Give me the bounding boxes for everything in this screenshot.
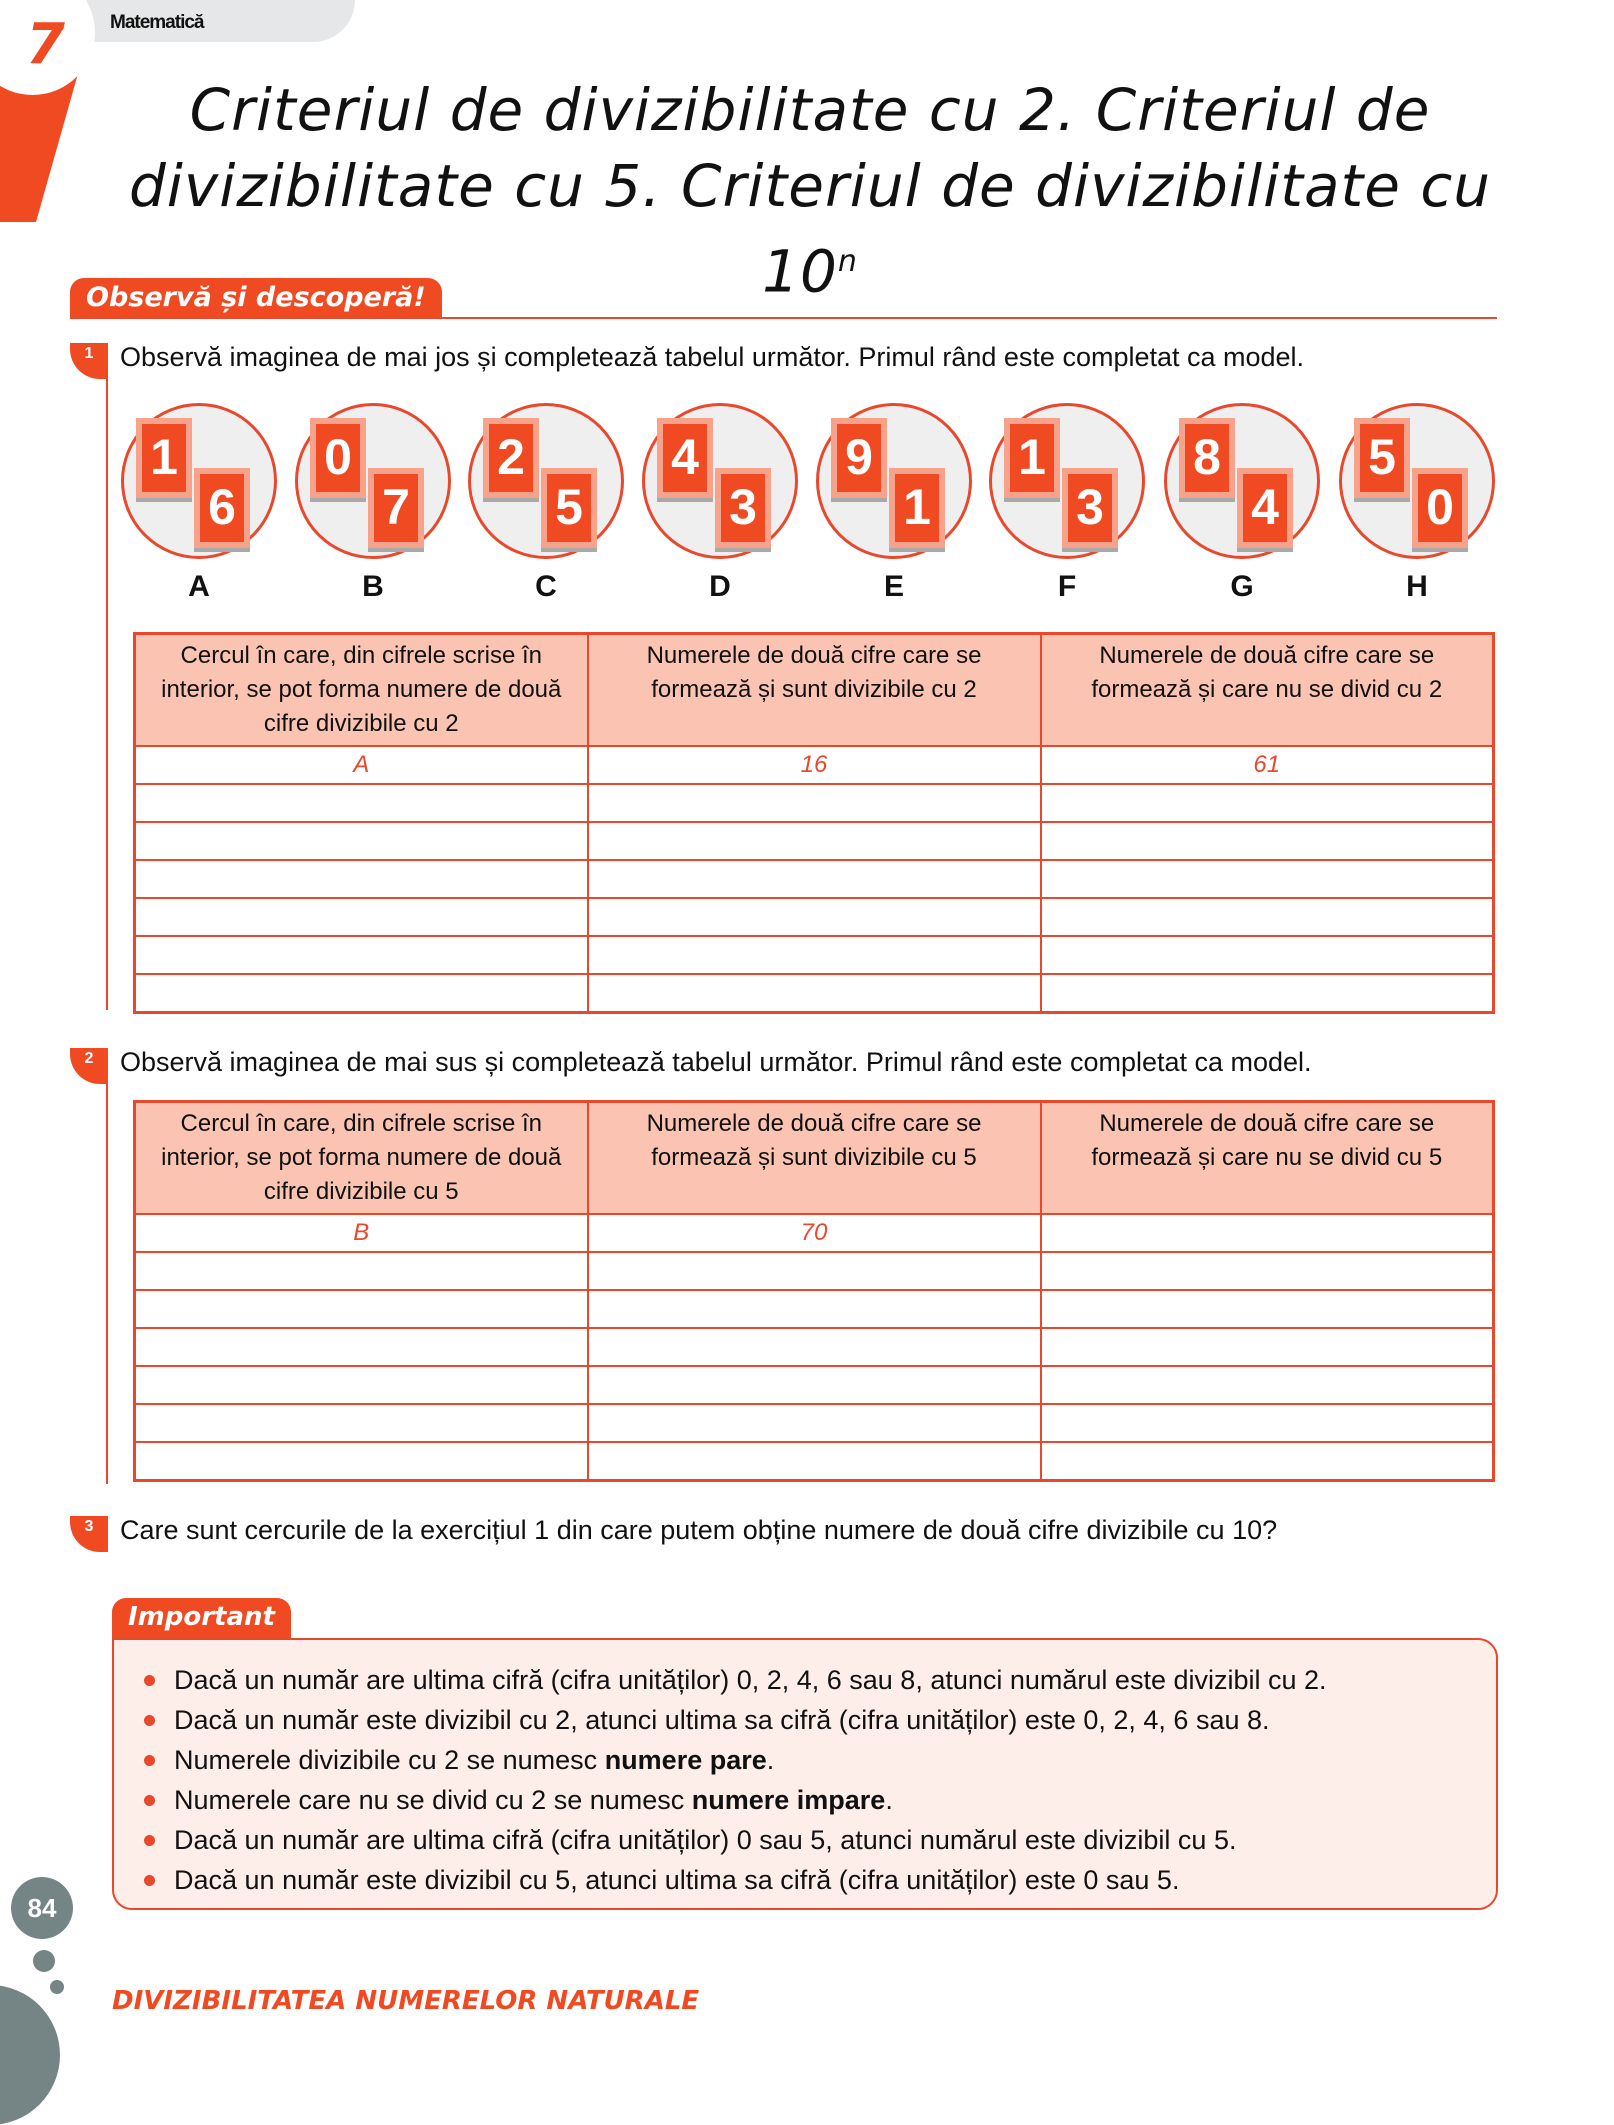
table2-cell[interactable] bbox=[588, 1442, 1041, 1480]
table1-header: Cercul în care, din cifrele scrise în interior, se pot forma numere de două cifre divizibile cu 2 bbox=[135, 634, 588, 747]
table2-cell[interactable] bbox=[135, 1290, 588, 1328]
table2-cell[interactable] bbox=[135, 1252, 588, 1290]
table1-cell[interactable] bbox=[1041, 936, 1494, 974]
important-item bbox=[174, 1820, 1496, 1860]
digit-circle-b bbox=[295, 403, 451, 559]
exercise-number-1: 1 bbox=[70, 343, 108, 379]
table1-cell[interactable]: 61 bbox=[1041, 746, 1494, 784]
digit-circle-f bbox=[989, 403, 1145, 559]
table2-cell[interactable] bbox=[1041, 1252, 1494, 1290]
table-divisible-by-2 bbox=[133, 632, 1495, 1014]
table1-cell[interactable] bbox=[135, 898, 588, 936]
table2-cell[interactable] bbox=[1041, 1328, 1494, 1366]
digit-circle-h bbox=[1339, 403, 1495, 559]
digit-card: 5 bbox=[1354, 418, 1410, 498]
page-number: 84 bbox=[11, 1877, 73, 1939]
table2-cell[interactable] bbox=[1041, 1404, 1494, 1442]
important-item bbox=[174, 1660, 1496, 1700]
table1-cell[interactable]: 16 bbox=[588, 746, 1041, 784]
digit-card: 4 bbox=[1237, 468, 1293, 548]
table2-cell[interactable] bbox=[588, 1404, 1041, 1442]
digit-card: 0 bbox=[310, 418, 366, 498]
table2-header: Cercul în care, din cifrele scrise în interior, se pot forma numere de două cifre divizibile cu 5 bbox=[135, 1102, 588, 1215]
exercise-1-text: Observă imaginea de mai jos și completează tabelul următor. Primul rând este completat ca model. bbox=[120, 342, 1305, 372]
digit-circle-c bbox=[468, 403, 624, 559]
table1-cell[interactable] bbox=[588, 784, 1041, 822]
item-bold-term: numere pare bbox=[604, 1745, 767, 1775]
circle-label: C bbox=[535, 570, 557, 603]
footer-decor-dot bbox=[33, 1950, 55, 1972]
table2-header: Numerele de două cifre care se formează și care nu se divid cu 5 bbox=[1041, 1102, 1494, 1215]
title-line-2-text: divizibilitate cu 5. Criteriul de divizibilitate cu 10 bbox=[128, 152, 1492, 306]
table2-cell[interactable] bbox=[588, 1290, 1041, 1328]
table2-cell[interactable]: B bbox=[135, 1214, 588, 1252]
item-text: Dacă un număr are ultima cifră (cifra unităților) 0, 2, 4, 6 sau 8, atunci numărul este divizibil cu 2. bbox=[174, 1665, 1327, 1695]
page-title bbox=[100, 72, 1520, 309]
digit-card: 3 bbox=[1062, 468, 1118, 548]
digit-card: 1 bbox=[136, 418, 192, 498]
item-text-end: . bbox=[885, 1785, 893, 1815]
circle-label: H bbox=[1406, 570, 1428, 603]
table1-cell[interactable] bbox=[1041, 822, 1494, 860]
table1-header: Numerele de două cifre care se formează și care nu se divid cu 2 bbox=[1041, 634, 1494, 747]
table1-cell[interactable] bbox=[135, 860, 588, 898]
title-exponent: n bbox=[837, 244, 858, 279]
table2-cell[interactable] bbox=[588, 1252, 1041, 1290]
table1-cell[interactable] bbox=[135, 936, 588, 974]
title-line-1: Criteriul de divizibilitate cu 2. Criteriul de bbox=[189, 76, 1431, 144]
table1-cell[interactable] bbox=[1041, 860, 1494, 898]
table1-cell[interactable] bbox=[588, 822, 1041, 860]
section-divider bbox=[70, 317, 1497, 319]
table2-cell[interactable] bbox=[588, 1366, 1041, 1404]
table1-header: Numerele de două cifre care se formează și sunt divizibile cu 2 bbox=[588, 634, 1041, 747]
item-text: Numerele care nu se divid cu 2 se numesc bbox=[174, 1785, 692, 1815]
table2-cell[interactable] bbox=[1041, 1290, 1494, 1328]
item-text: Dacă un număr este divizibil cu 5, atunci ultima sa cifră (cifra unităților) este 0 sau 5. bbox=[174, 1865, 1180, 1895]
circle-label: G bbox=[1230, 570, 1254, 603]
circle-label: B bbox=[362, 570, 384, 603]
subject-label: Matematică bbox=[110, 12, 204, 33]
important-item bbox=[174, 1780, 1496, 1820]
chapter-number: 7 bbox=[26, 12, 65, 77]
exercise-2-text: Observă imaginea de mai sus și completează tabelul următor. Primul rând este completat ca model. bbox=[120, 1047, 1312, 1077]
digit-card: 8 bbox=[1179, 418, 1235, 498]
table2-cell[interactable] bbox=[1041, 1366, 1494, 1404]
footer-decor-dot bbox=[50, 1980, 64, 1994]
digit-card: 2 bbox=[483, 418, 539, 498]
circle-label: D bbox=[709, 570, 731, 603]
item-text: Dacă un număr are ultima cifră (cifra unităților) 0 sau 5, atunci numărul este divizibil cu 5. bbox=[174, 1825, 1237, 1855]
table1-cell[interactable] bbox=[1041, 898, 1494, 936]
table1-cell[interactable] bbox=[135, 784, 588, 822]
table1-cell[interactable] bbox=[588, 936, 1041, 974]
item-text: Dacă un număr este divizibil cu 2, atunci ultima sa cifră (cifra unităților) este 0, 2, 4, 6 sau 8. bbox=[174, 1705, 1270, 1735]
table1-cell[interactable] bbox=[588, 860, 1041, 898]
table2-cell[interactable] bbox=[135, 1366, 588, 1404]
important-item bbox=[174, 1860, 1496, 1900]
digit-card: 6 bbox=[194, 468, 250, 548]
table2-cell[interactable] bbox=[588, 1328, 1041, 1366]
table1-cell[interactable] bbox=[1041, 974, 1494, 1012]
circle-label: E bbox=[883, 570, 904, 603]
important-box bbox=[112, 1638, 1498, 1910]
table1-cell[interactable] bbox=[1041, 784, 1494, 822]
table2-header: Numerele de două cifre care se formează și sunt divizibile cu 5 bbox=[588, 1102, 1041, 1215]
table2-cell[interactable] bbox=[135, 1442, 588, 1480]
table2-cell[interactable] bbox=[1041, 1214, 1494, 1252]
circle-label: F bbox=[1057, 570, 1077, 603]
digit-card: 0 bbox=[1412, 468, 1468, 548]
table2-cell[interactable] bbox=[135, 1404, 588, 1442]
digit-card: 1 bbox=[1004, 418, 1060, 498]
exercise-1-margin-line bbox=[106, 372, 108, 1010]
digit-card: 9 bbox=[831, 418, 887, 498]
section-tab: Observă și descoperă! bbox=[70, 278, 442, 318]
item-text: Numerele divizibile cu 2 se numesc bbox=[174, 1745, 605, 1775]
digit-card: 5 bbox=[541, 468, 597, 548]
item-text-end: . bbox=[766, 1745, 775, 1775]
digit-card: 1 bbox=[889, 468, 945, 548]
table2-cell[interactable]: 70 bbox=[588, 1214, 1041, 1252]
important-tab: Important bbox=[112, 1598, 291, 1639]
important-item bbox=[174, 1700, 1496, 1740]
exercise-2-margin-line bbox=[106, 1078, 108, 1484]
important-list bbox=[114, 1640, 1496, 1900]
table1-cell[interactable] bbox=[588, 974, 1041, 1012]
table-divisible-by-5 bbox=[133, 1100, 1495, 1482]
table2-cell[interactable] bbox=[135, 1328, 588, 1366]
digit-circle-e bbox=[816, 403, 972, 559]
table1-cell[interactable]: A bbox=[135, 746, 588, 784]
digit-card: 4 bbox=[657, 418, 713, 498]
table1-cell[interactable] bbox=[588, 898, 1041, 936]
exercise-number-2: 2 bbox=[70, 1048, 108, 1084]
digit-circle-g bbox=[1164, 403, 1320, 559]
exercise-3-text: Care sunt cercurile de la exercițiul 1 din care putem obține numere de două cifre divizibile cu 10? bbox=[120, 1515, 1278, 1545]
footer-chapter-title: DIVIZIBILITATEA NUMERELOR NATURALE bbox=[112, 1986, 700, 2016]
digit-circle-d bbox=[642, 403, 798, 559]
digit-circle-a bbox=[121, 403, 277, 559]
table1-cell[interactable] bbox=[135, 974, 588, 1012]
exercise-number-3: 3 bbox=[70, 1516, 108, 1552]
digit-card: 3 bbox=[715, 468, 771, 548]
item-bold-term: numere impare bbox=[691, 1785, 886, 1815]
table1-cell[interactable] bbox=[135, 822, 588, 860]
table2-cell[interactable] bbox=[1041, 1442, 1494, 1480]
important-item bbox=[174, 1740, 1496, 1780]
footer-decor-large bbox=[0, 1985, 60, 2125]
digit-card: 7 bbox=[368, 468, 424, 548]
circle-label: A bbox=[188, 570, 210, 603]
